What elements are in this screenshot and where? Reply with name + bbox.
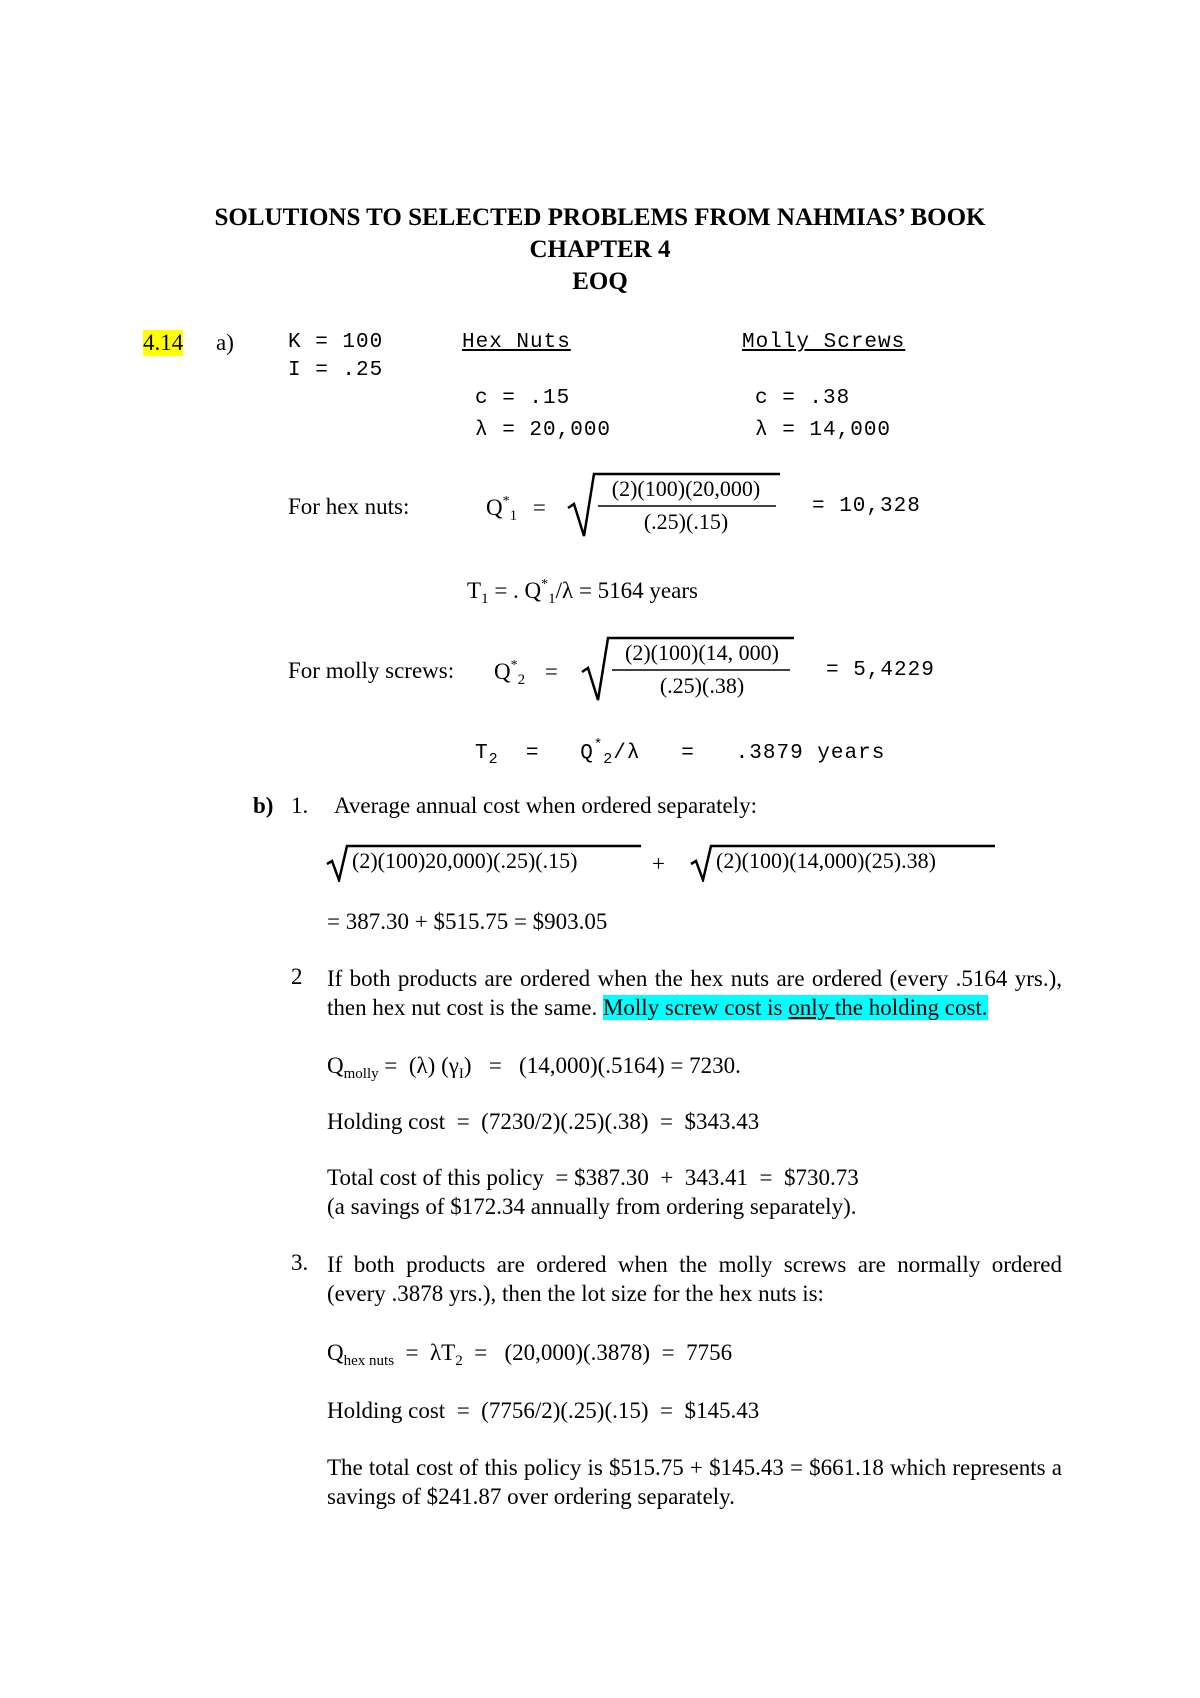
radical-1-expr: (2)(100)20,000)(.25)(.15) <box>352 848 578 873</box>
molly-c: c = .38 <box>755 387 851 410</box>
item-1-number: 1. <box>291 793 309 818</box>
q-hex-line: $Q_{hex nuts} = \lambda T_2 = (20,000)(.3878) = 7756$ <box>327 1340 733 1369</box>
molly-q-result: = 5,4229 <box>826 659 935 682</box>
hex-numerator: (2)(100)(20,000) <box>611 476 761 501</box>
item-1-result: = 387.30 + $515.75 = $903.05 <box>327 909 608 934</box>
molly-label: For molly screws: <box>288 658 455 683</box>
part-a-label: a) <box>216 330 234 355</box>
radical-plus: + <box>652 851 665 876</box>
molly-screws-header: Molly Screws <box>742 331 906 354</box>
holding-cost-3: Holding cost = (7756/2)(.25)(.15) = $145.43 <box>327 1398 760 1423</box>
item-2-highlight: Molly screw cost is only the holding cost. <box>602 995 988 1020</box>
hex-denominator: (.25)(.15) <box>643 509 729 534</box>
item-2-paragraph: If both products are ordered when the hex nuts are ordered (every .5164 yrs.), then hex nut cost is the same. Molly screw cost is only the holding cost. <box>327 966 1062 1020</box>
part-b-label: b) <box>253 793 274 818</box>
holding-cost-2: Holding cost = (7230/2)(.25)(.38) = $343.43 <box>327 1109 760 1134</box>
molly-lambda: λ = 14,000 <box>755 419 892 442</box>
hex-nuts-header: Hex Nuts <box>462 331 571 354</box>
item-2-number: 2 <box>291 964 303 989</box>
item-3-paragraph: If both products are ordered when the molly screws are normally ordered (every .3878 yrs.), then the lot size for the hex nuts is: <box>327 1252 1062 1306</box>
molly-denominator: (.25)(.38) <box>659 673 745 698</box>
molly-t2: $T_2 = Q^*_2/\lambda = .3879$ years <box>475 737 886 768</box>
param-i: I = .25 <box>288 359 384 382</box>
hex-t1: $T_1$ = . $Q^*_1/\lambda = 5164$ years <box>467 577 698 607</box>
molly-numerator: (2)(100)(14, 000) <box>625 640 779 665</box>
molly-q-lhs: $Q^*_2$ = <box>494 658 558 688</box>
item-3-number: 3. <box>291 1250 309 1275</box>
hex-label: For hex nuts: <box>288 494 410 519</box>
title-line-1: SOLUTIONS TO SELECTED PROBLEMS FROM NAHMIAS’ BOOK <box>214 204 986 231</box>
total-cost-3: The total cost of this policy is $515.75 + $145.43 = $661.18 which represents a savings of $241.87 over ordering separately. <box>327 1455 1062 1509</box>
title-line-2: CHAPTER 4 <box>529 236 671 263</box>
hex-q-lhs: $Q^*_1$ = <box>486 494 546 524</box>
savings-2: (a savings of $172.34 annually from ordering separately). <box>327 1194 857 1219</box>
problem-number: 4.14 <box>143 330 184 355</box>
hex-q-result: = 10,328 <box>812 495 921 518</box>
item-1-text: Average annual cost when ordered separately: <box>334 793 757 818</box>
param-k: K = 100 <box>288 331 384 354</box>
hex-lambda: λ = 20,000 <box>475 419 612 442</box>
title-line-3: EOQ <box>572 268 628 295</box>
hex-c: c = .15 <box>475 387 571 410</box>
q-molly-line: $Q_{molly} = (\lambda) (\gamma_I) = (14,000)(.5164) = 7230$. <box>327 1053 741 1082</box>
radical-2-expr: (2)(100)(14,000)(25).38) <box>716 848 936 873</box>
total-cost-2: Total cost of this policy = $387.30 + 343.41 = $730.73 <box>327 1165 859 1190</box>
